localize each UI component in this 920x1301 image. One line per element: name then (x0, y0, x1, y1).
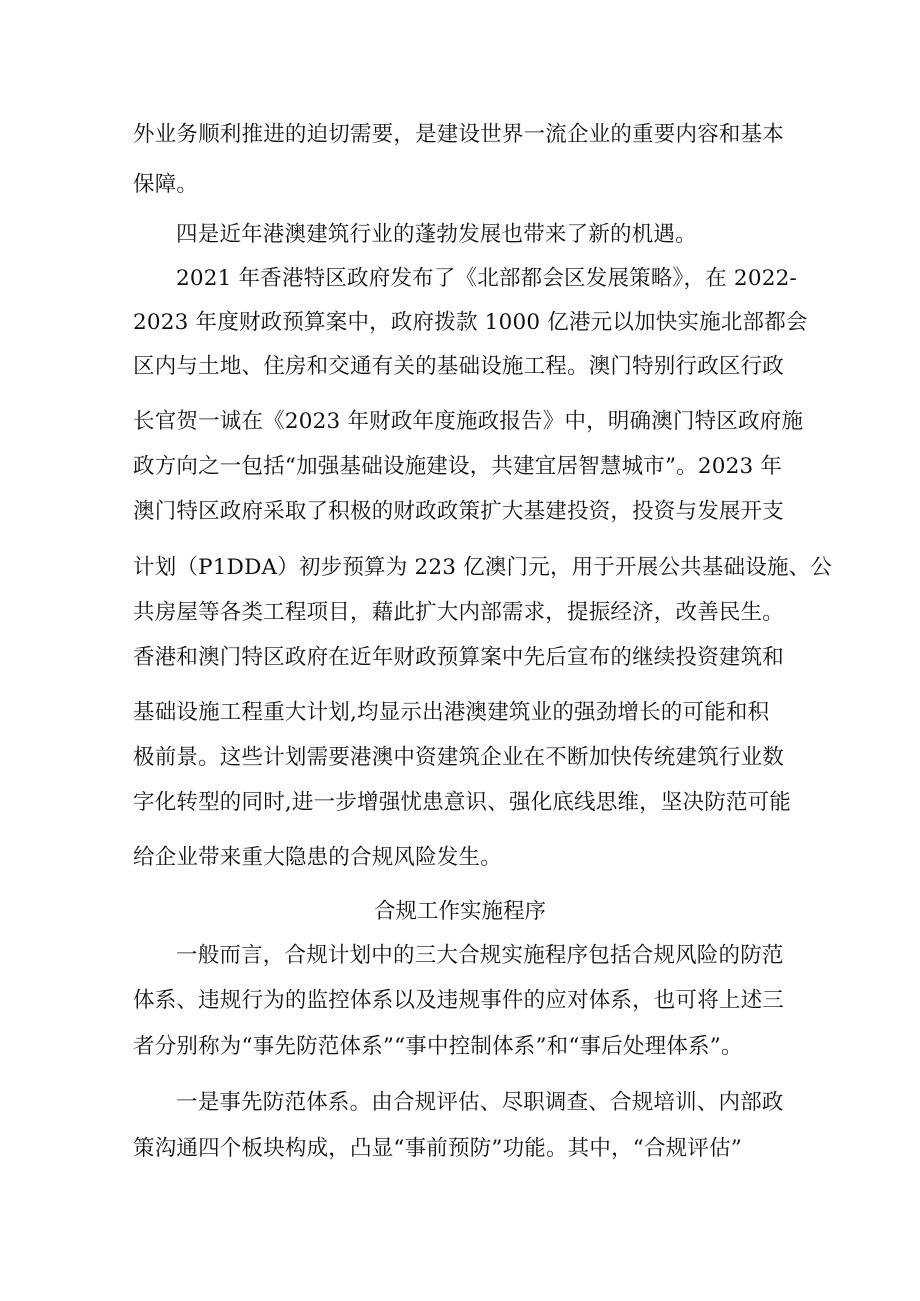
text-line: 字化转型的同时,进一步增强忧患意识、强化底线思维，坚决防范可能 (133, 790, 792, 815)
text-line: 计划（P1DDA）初步预算为 223 亿澳门元，用于开展公共基础设施、公 (133, 555, 833, 580)
text-line: 长官贺一诚在《2023 年财政年度施政报告》中，明确澳门特区政府施 (133, 409, 804, 434)
text-line: 澳门特区政府采取了积极的财政政策扩大基建投资，投资与发展开支 (133, 499, 785, 524)
text-line: 一是事先防范体系。由合规评估、尽职调查、合规培训、内部政 (176, 1090, 784, 1115)
text-line: 外业务顺利推进的迫切需要，是建设世界一流企业的重要内容和基本 (133, 122, 785, 147)
text-line: 香港和澳门特区政府在近年财政预算案中先后宣布的继续投资建筑和 (133, 645, 785, 670)
text-line: 一般而言，合规计划中的三大合规实施程序包括合规风险的防范 (176, 943, 784, 968)
text-line: 基础设施工程重大计划,均显示出港澳建筑业的强劲增长的可能和积 (133, 700, 770, 725)
text-line: 2021 年香港特区政府发布了《北部都会区发展策略》，在 2022- (176, 266, 797, 291)
text-line: 四是近年港澳建筑行业的蓬勃发展也带来了新的机遇。 (176, 222, 697, 247)
text-line: 策沟通四个板块构成，凸显“事前预防”功能。其中，“合规评估” (133, 1136, 742, 1161)
text-line: 保障。 (133, 172, 199, 197)
text-line: 政方向之一包括“加强基础设施建设，共建宜居智慧城市”。2023 年 (133, 454, 783, 479)
text-line: 2023 年度财政预算案中，政府拨款 1000 亿港元以加快实施北部都会 (133, 310, 808, 335)
text-line: 共房屋等各类工程项目，藉此扩大内部需求，提振经济，改善民生。 (133, 600, 785, 625)
section-heading: 合规工作实施程序 (373, 899, 546, 924)
text-line: 给企业带来重大隐患的合规风险发生。 (133, 845, 502, 870)
text-line: 者分别称为“事先防范体系”“事中控制体系”和“事后处理体系”。 (133, 1034, 743, 1059)
text-line: 体系、违规行为的监控体系以及违规事件的应对体系，也可将上述三 (133, 988, 785, 1013)
text-line: 极前景。这些计划需要港澳中资建筑企业在不断加快传统建筑行业数 (133, 745, 785, 770)
text-line: 区内与土地、住房和交通有关的基础设施工程。澳门特别行政区行政 (133, 354, 785, 379)
